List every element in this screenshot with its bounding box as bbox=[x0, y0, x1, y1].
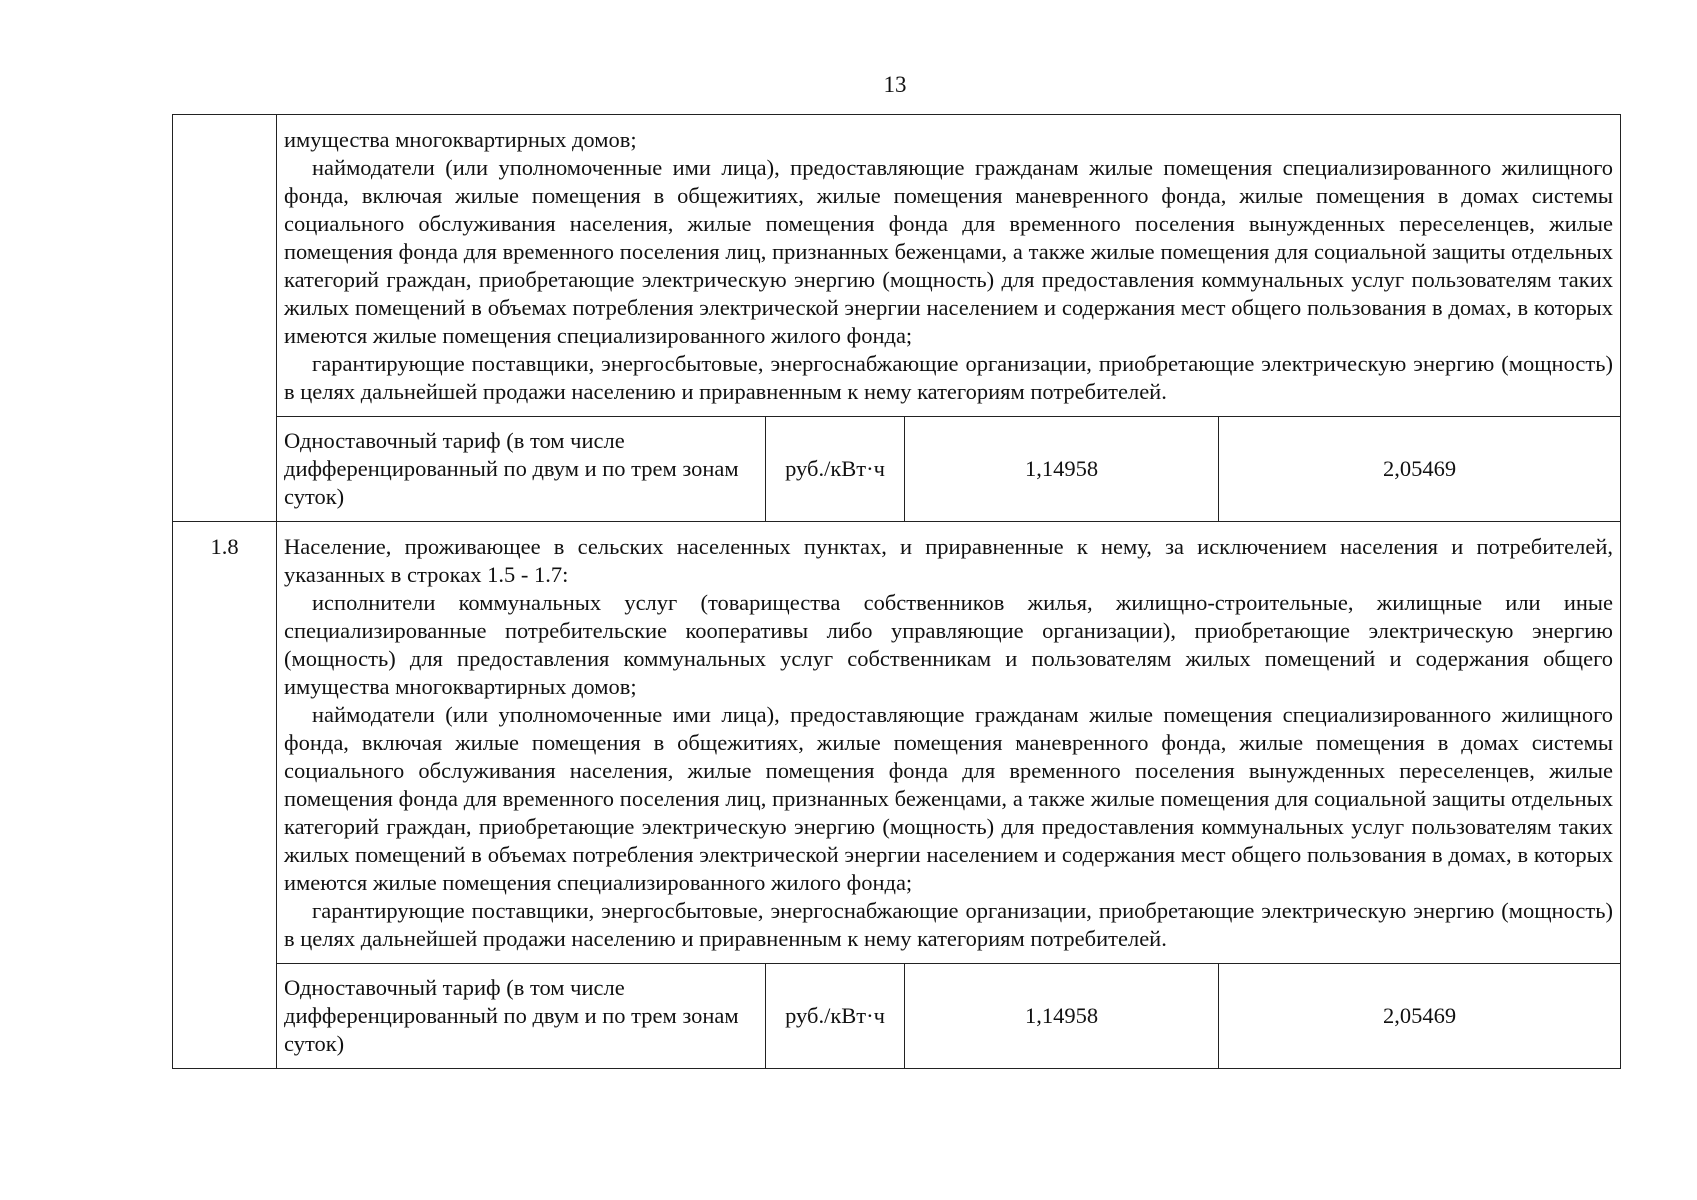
tariff-row bbox=[173, 964, 1621, 1069]
section-description-row bbox=[173, 115, 1621, 417]
description-paragraph: Население, проживающее в сельских населенных пунктах, и приравненные к нему, за исключением населения и потребителей, указанных в строках 1.5 - 1.7: bbox=[284, 534, 1613, 587]
description-paragraph: исполнители коммунальных услуг (товарищества собственников жилья, жилищно-строительные, жилищные или иные специализированные потребительские кооперативы либо управляющие организации), приобретающие электрическую энергию (мощность) для предоставления коммунальных услуг собственникам и пользователям жилых помещений и содержания общего имущества многоквартирных домов; bbox=[284, 590, 1613, 699]
tariff-unit: руб./кВт·ч bbox=[766, 964, 905, 1068]
section-description-row bbox=[173, 522, 1621, 964]
tariff-value-second-half: 2,05469 bbox=[1219, 964, 1621, 1068]
description-paragraph: имущества многоквартирных домов; bbox=[284, 127, 637, 152]
tariff-row-grid bbox=[277, 417, 1620, 521]
tariff-row bbox=[173, 417, 1621, 522]
tariff-name: Одноставочный тариф (в том числе дифференцированный по двум и по трем зонам суток) bbox=[284, 975, 739, 1056]
tariff-table bbox=[172, 114, 1621, 1069]
tariff-unit: руб./кВт·ч bbox=[766, 417, 905, 521]
row-number bbox=[173, 115, 277, 522]
description-paragraph: наймодатели (или уполномоченные ими лица), предоставляющие гражданам жилые помещения специализированного жилищного фонда, включая жилые помещения в общежитиях, жилые помещения маневренного фонда, жилые помещения в домах системы социального обслуживания населения, жилые помещения фонда для временного поселения вынужденных переселенцев, жилые помещения фонда для временного поселения лиц, признанных беженцами, а также жилые помещения для социальной защиты отдельных категорий граждан, приобретающие электрическую энергию (мощность) для предоставления коммунальных услуг пользователям таких жилых помещений в объемах потребления электрической энергии населением и содержания мест общего пользования в домах, в которых имеются жилые помещения специализированного жилого фонда; bbox=[284, 155, 1613, 348]
tariff-row-grid bbox=[277, 964, 1620, 1068]
tariff-value-first-half: 1,14958 bbox=[905, 964, 1219, 1068]
tariff-value-second-half: 2,05469 bbox=[1219, 417, 1621, 521]
page-number: 13 bbox=[883, 72, 907, 97]
consumer-description bbox=[277, 115, 1621, 417]
description-paragraph: гарантирующие поставщики, энергосбытовые, энергоснабжающие организации, приобретающие электрическую энергию (мощность) в целях дальнейшей продажи населению и приравненным к нему категориям потребителей. bbox=[284, 351, 1613, 404]
consumer-description bbox=[277, 522, 1621, 964]
description-paragraph: гарантирующие поставщики, энергосбытовые, энергоснабжающие организации, приобретающие электрическую энергию (мощность) в целях дальнейшей продажи населению и приравненным к нему категориям потребителей. bbox=[284, 898, 1613, 951]
tariff-name: Одноставочный тариф (в том числе дифференцированный по двум и по трем зонам суток) bbox=[284, 428, 739, 509]
description-paragraph: наймодатели (или уполномоченные ими лица), предоставляющие гражданам жилые помещения специализированного жилищного фонда, включая жилые помещения в общежитиях, жилые помещения маневренного фонда, жилые помещения в домах системы социального обслуживания населения, жилые помещения фонда для временного поселения вынужденных переселенцев, жилые помещения фонда для временного поселения лиц, признанных беженцами, а также жилые помещения для социальной защиты отдельных категорий граждан, приобретающие электрическую энергию (мощность) для предоставления коммунальных услуг пользователям таких жилых помещений в объемах потребления электрической энергии населением и содержания мест общего пользования в домах, в которых имеются жилые помещения специализированного жилого фонда; bbox=[284, 702, 1613, 895]
row-number: 1.8 bbox=[173, 522, 277, 1069]
tariff-value-first-half: 1,14958 bbox=[905, 417, 1219, 521]
